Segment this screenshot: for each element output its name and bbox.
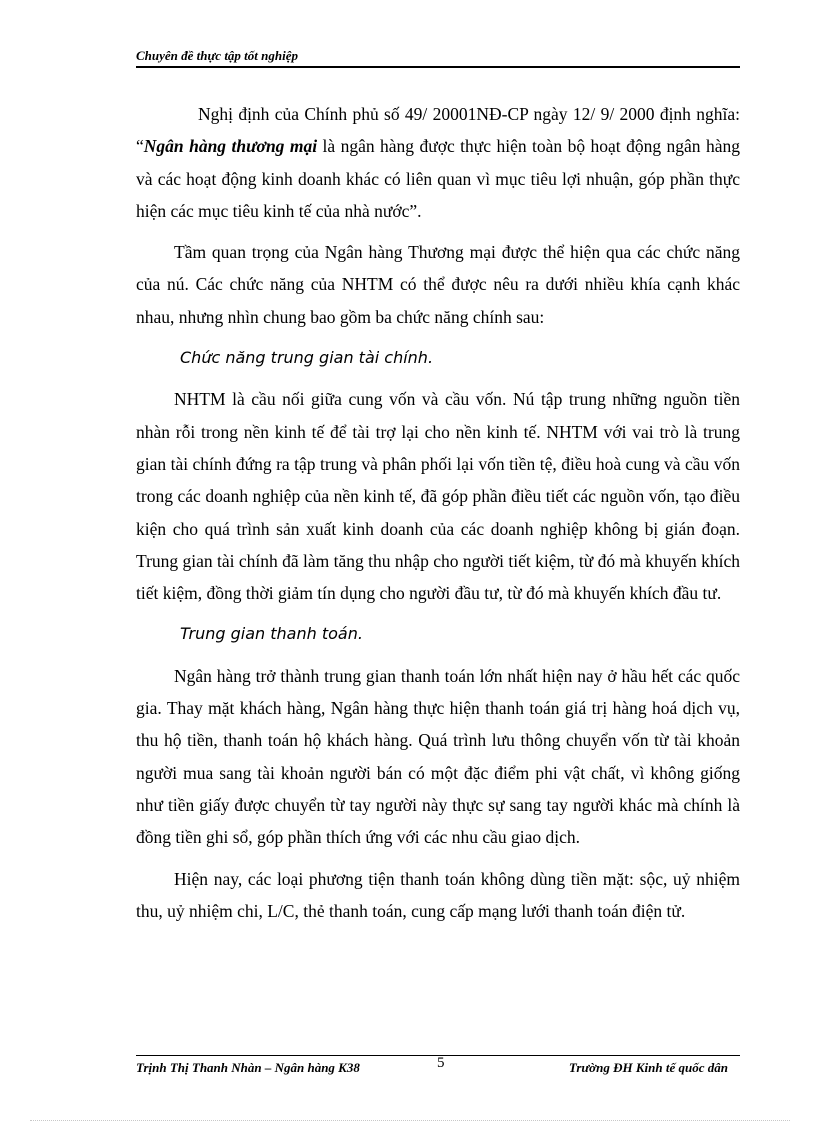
subheading-financial-intermediary: Chức năng trung gian tài chính.: [180, 348, 434, 368]
footer-school: Trường ĐH Kinh tế quốc dân: [568, 1060, 728, 1075]
document-body: [136, 98, 740, 936]
paragraph-payment-intermediary: Ngân hàng trở thành trung gian thanh toán lớn nhất hiện nay ở hầu hết các quốc gia. Thay mặt khách hàng, Ngân hàng thực hiện thanh toán giá trị hàng hoá dịch vụ, thu hộ tiền, thanh toán hộ khách hàng. Quá trình lưu thông chuyển vốn từ tài khoản người mua sang tài khoản người bán có một đặc điểm phi vật chất, vì không giống như tiền giấy được chuyển từ tay người này thực sự sang tay người khác mà chính là đồng tiền ghi sổ, góp phần thích ứng với các nhu cầu giao dịch.: [136, 665, 740, 848]
paragraph-financial-intermediary: NHTM là cầu nối giữa cung vốn và cầu vốn. Nú tập trung những nguồn tiền nhàn rỗi trong nền kinh tế để tài trợ lại cho nền kinh tế. NHTM với vai trò là trung gian tài chính đứng ra tập trung và phân phối lại vốn tiền tệ, điều hoà cung và cầu vốn trong các doanh nghiệp của nền kinh tế, đã góp phần điều tiết các nguồn vốn, tạo điều kiện cho quá trình sản xuất kinh doanh của các doanh nghiệp không bị gián đoạn. Trung gian tài chính đã làm tăng thu nhập cho người tiết kiệm, từ đó mà khuyến khích tiết kiệm, đồng thời giảm tín dụng cho người đầu tư, từ đó mà khuyến khích đầu tư.: [136, 389, 741, 604]
page-number: 5: [437, 1055, 445, 1071]
header-title: Chuyên đề thực tập tốt nghiệp: [136, 48, 298, 63]
page-bottom-divider: [30, 1120, 790, 1121]
page-header: [136, 48, 740, 68]
definition-text: là ngân hàng được thực hiện toàn bộ hoạt động ngân hàng và các hoạt động kinh doanh khác có liên quan vì mục tiêu lợi nhuận, góp phần thực hiện các mục tiêu kinh tế của nhà nước”.: [136, 136, 740, 221]
page-footer: [136, 1055, 740, 1076]
paragraph-importance: Tầm quan trọng của Ngân hàng Thương mại được thể hiện qua các chức năng của nú. Các chức năng của NHTM có thể được nêu ra dưới nhiều khía cạnh khác nhau, nhưng nhìn chung bao gồm ba chức năng chính sau:: [136, 242, 740, 327]
defined-term: Ngân hàng thương mại: [143, 136, 318, 157]
definition-intro: Nghị định của Chính phủ số 49/ 20001NĐ-CP ngày 12/ 9/ 2000 định nghĩa: “: [136, 104, 740, 157]
paragraph-payment-instruments: Hiện nay, các loại phương tiện thanh toán không dùng tiền mặt: sộc, uỷ nhiệm thu, uỷ nhiệm chi, L/C, thẻ thanh toán, cung cấp mạng lưới thanh toán điện tử.: [136, 868, 740, 921]
paragraph-definition: [136, 98, 740, 227]
subheading-payment-intermediary: Trung gian thanh toán.: [180, 624, 363, 644]
footer-author: Trịnh Thị Thanh Nhàn – Ngân hàng K38: [136, 1060, 360, 1075]
